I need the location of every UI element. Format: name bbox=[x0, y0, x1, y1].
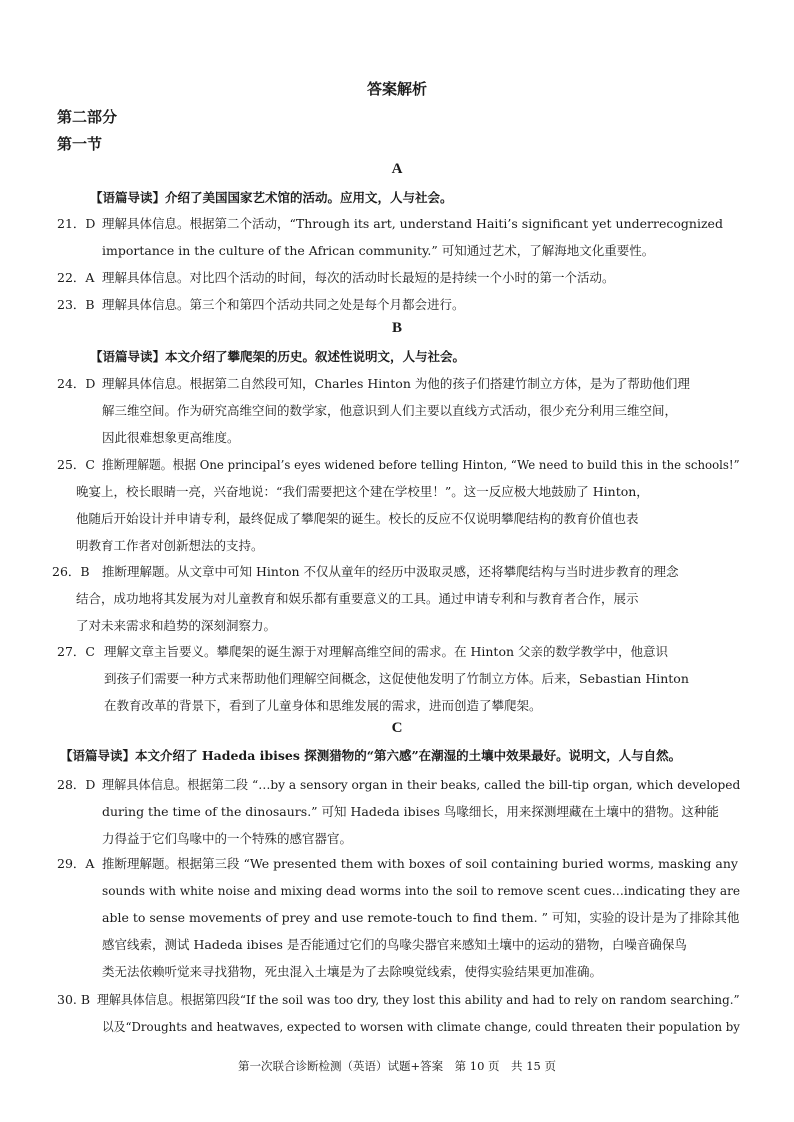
question-number: 29．A bbox=[57, 856, 95, 871]
question-number: 28．D bbox=[57, 777, 96, 792]
answer-line: 推断理解题。从文章中可知 Hinton 不仅从童年的经历中汲取灵感，还将攀爬结构与当时进步教育的理念 bbox=[102, 564, 679, 579]
answer-line: 推断理解题。根据 One principal’s eyes widened before telling Hinton, “We need to build this in the schools!” bbox=[102, 457, 740, 472]
answer-line: 了对未来需求和趋势的深刻洞察力。 bbox=[76, 618, 277, 633]
passage-c-guide: 【语篇导读】本文介绍了 Hadeda ibises 探测猎物的“第六感”在潮湿的土壤中效果最好。说明文，人与自然。 bbox=[60, 748, 682, 763]
answer-line: 推断理解题。根据第三段 “We presented them with boxes of soil containing buried worms, masking any bbox=[102, 856, 738, 871]
question-number: 24．D bbox=[57, 376, 96, 391]
answer-line: 类无法依赖听觉来寻找猎物，死虫混入土壤是为了去除嗅觉线索，使得实验结果更加准确。 bbox=[102, 964, 603, 979]
answer-line: 晚宴上，校长眼睛一亮，兴奋地说：“我们需要把这个建在学校里！”。这一反应极大地鼓励了 Hinton， bbox=[76, 484, 649, 499]
page-footer: 第一次联合诊断检测（英语）试题+答案 第 10 页 共 15 页 bbox=[237, 1059, 557, 1073]
answer-line: 他随后开始设计并申请专利，最终促成了攀爬架的诞生。校长的反应不仅说明攀爬结构的教育价值也表 bbox=[76, 511, 639, 526]
answer-line: sounds with white noise and mixing dead worms into the soil to remove scent cues…indicating they are bbox=[102, 883, 741, 898]
passage-b-guide: 【语篇导读】本文介绍了攀爬架的历史。叙述性说明文，人与社会。 bbox=[90, 349, 466, 364]
page-title: 答案解析 bbox=[366, 80, 427, 98]
answer-line: importance in the culture of the African community.” 可知通过艺术，了解海地文化重要性。 bbox=[102, 243, 655, 258]
passage-c-heading: C bbox=[391, 720, 403, 736]
answer-line: 理解具体信息。根据第二段 “…by a sensory organ in their beaks, called the bill-tip organ, which developed bbox=[102, 777, 741, 792]
answer-line: 明教育工作者对创新想法的支持。 bbox=[76, 538, 264, 553]
answer-line: 理解具体信息。第三个和第四个活动共同之处是每个月都会进行。 bbox=[102, 297, 465, 312]
answer-line: 解三维空间。作为研究高维空间的数学家，他意识到人们主要以直线方式活动，很少充分利用三维空间， bbox=[102, 403, 678, 418]
answer-line: 理解文章主旨要义。攀爬架的诞生源于对理解高维空间的需求。在 Hinton 父亲的数学教学中，他意识 bbox=[104, 644, 668, 659]
question-number: 23．B bbox=[57, 297, 95, 312]
answer-line: during the time of the dinosaurs.” 可知 Hadeda ibises 鸟喙细长，用来探测埋藏在土壤中的猎物。这种能 bbox=[102, 804, 719, 819]
answer-line: 以及“Droughts and heatwaves, expected to worsen with climate change, could threaten their population by bbox=[102, 1019, 740, 1034]
answer-line: 理解具体信息。根据第四段“If the soil was too dry, they lost this ability and had to rely on random searching.” bbox=[97, 992, 740, 1007]
answer-line: 理解具体信息。对比四个活动的时间，每次的活动时长最短的是持续一个小时的第一个活动。 bbox=[102, 270, 615, 285]
question-number: 27．C bbox=[57, 644, 95, 659]
part-heading: 第二部分 bbox=[57, 108, 118, 126]
answer-line: 到孩子们需要一种方式来帮助他们理解空间概念，这促使他发明了竹制立方体。后来，Sebastian Hinton bbox=[104, 671, 689, 686]
question-number: 21．D bbox=[57, 216, 96, 231]
answer-line: 结合，成功地将其发展为对儿童教育和娱乐都有重要意义的工具。通过申请专利和与教育者合作，展示 bbox=[76, 591, 639, 606]
answer-line: 力得益于它们鸟喙中的一个特殊的感官器官。 bbox=[102, 831, 353, 846]
answer-line: 理解具体信息。根据第二自然段可知，Charles Hinton 为他的孩子们搭建竹制立方体，是为了帮助他们理 bbox=[102, 376, 690, 391]
answer-line: 因此很难想象更高维度。 bbox=[102, 430, 240, 445]
passage-a-heading: A bbox=[391, 161, 403, 177]
question-number: 25．C bbox=[57, 457, 95, 472]
question-number: 30. B bbox=[57, 992, 91, 1007]
passage-b-heading: B bbox=[391, 320, 402, 336]
answer-line: 在教育改革的背景下，看到了儿童身体和思维发展的需求，进而创造了攀爬架。 bbox=[104, 698, 542, 713]
answer-line: 感官线索，测试 Hadeda ibises 是否能通过它们的鸟喙尖器官来感知土壤中的运动的猎物，白噪音确保鸟 bbox=[102, 937, 687, 952]
passage-a-guide: 【语篇导读】介绍了美国国家艺术馆的活动。应用文，人与社会。 bbox=[90, 190, 453, 205]
question-number: 22．A bbox=[57, 270, 95, 285]
answer-line: able to sense movements of prey and use remote-touch to find them. ” 可知，实验的设计是为了排除其他 bbox=[102, 910, 740, 925]
answer-line: 理解具体信息。根据第二个活动，“Through its art, understand Haiti’s significant yet underrecognized bbox=[102, 216, 723, 231]
section-heading: 第一节 bbox=[57, 135, 103, 153]
question-number: 26．B bbox=[52, 564, 90, 579]
